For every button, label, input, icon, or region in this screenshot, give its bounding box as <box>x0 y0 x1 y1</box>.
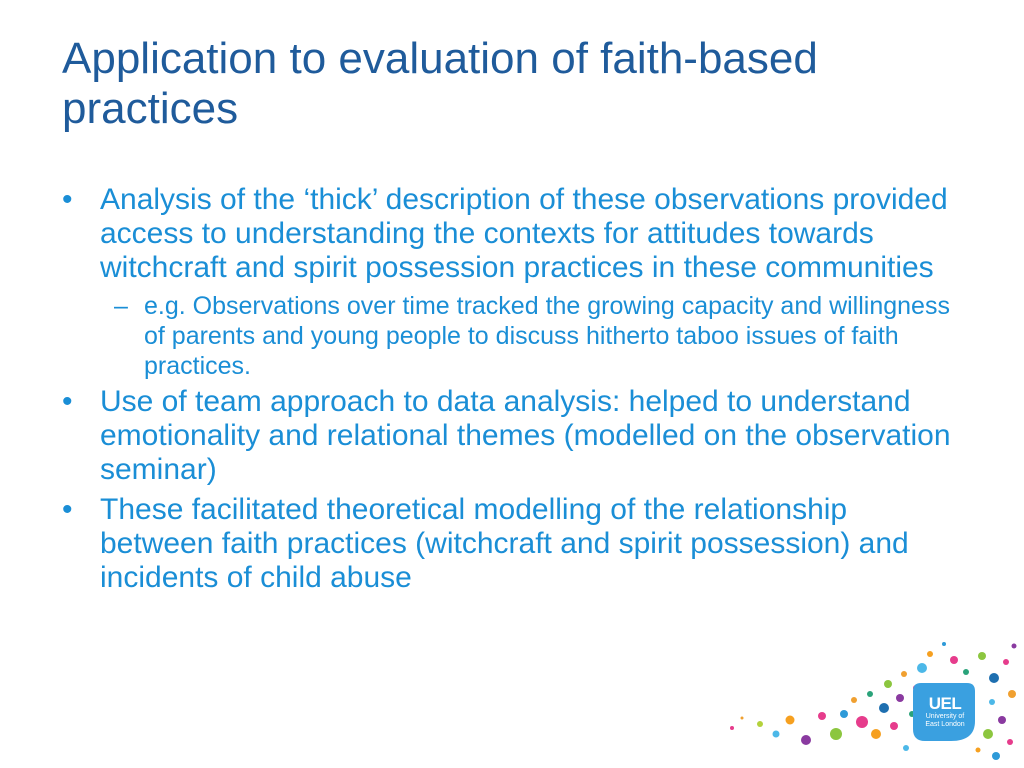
dot <box>917 663 927 673</box>
sub-bullet-item <box>62 291 967 381</box>
dot <box>901 671 907 677</box>
bullet-item <box>62 385 967 487</box>
dot <box>757 721 763 727</box>
dot <box>884 680 892 688</box>
bullet-marker: • <box>62 183 73 216</box>
dot <box>989 699 995 705</box>
logo-abbr: UEL <box>928 694 962 713</box>
bullet-text: Analysis of the ‘thick’ description of these observations provided access to understanding the contexts for attitudes towards witchcraft and spirit possession practices in these communities <box>100 183 948 284</box>
dot <box>773 731 780 738</box>
dot <box>942 642 946 646</box>
dot <box>830 728 842 740</box>
dot <box>851 697 857 703</box>
dot <box>867 691 873 697</box>
bullet-text: These facilitated theoretical modelling of the relationship between faith practices (witchcraft and spirit possession) and incidents of child abuse <box>100 493 909 594</box>
bullet-text: Use of team approach to data analysis: helped to understand emotionality and relational themes (modelled on the observation seminar) <box>100 385 951 486</box>
dot <box>871 729 881 739</box>
uel-logo-text <box>917 695 973 728</box>
dot <box>963 669 969 675</box>
dot <box>1007 739 1013 745</box>
logo-name-line1: University of <box>925 713 965 720</box>
sub-bullet-text: e.g. Observations over time tracked the growing capacity and willingness of parents and young people to discuss hitherto taboo issues of faith practices. <box>144 292 950 380</box>
dot <box>998 716 1006 724</box>
dot <box>1012 644 1017 649</box>
dot <box>976 748 981 753</box>
dot <box>927 651 933 657</box>
logo-name-line2: East London <box>925 721 965 728</box>
dot <box>992 752 1000 760</box>
dot <box>840 710 848 718</box>
dot <box>1003 659 1009 665</box>
dot <box>879 703 889 713</box>
dot <box>801 735 811 745</box>
dot <box>896 694 904 702</box>
dot <box>730 726 734 730</box>
bullet-marker: • <box>62 385 73 418</box>
bullet-item <box>62 493 967 595</box>
dot <box>741 717 744 720</box>
slide-body <box>62 183 967 601</box>
dot <box>1008 690 1016 698</box>
dot <box>818 712 826 720</box>
dot <box>978 652 986 660</box>
dot <box>989 673 999 683</box>
dot <box>903 745 909 751</box>
sub-bullet-marker: – <box>114 292 128 320</box>
dot <box>786 716 795 725</box>
dot <box>950 656 958 664</box>
dot <box>983 729 993 739</box>
slide-title: Application to evaluation of faith-based practices <box>62 34 818 133</box>
dot <box>856 716 868 728</box>
dot <box>890 722 898 730</box>
bullet-marker: • <box>62 493 73 526</box>
bullet-item <box>62 183 967 285</box>
